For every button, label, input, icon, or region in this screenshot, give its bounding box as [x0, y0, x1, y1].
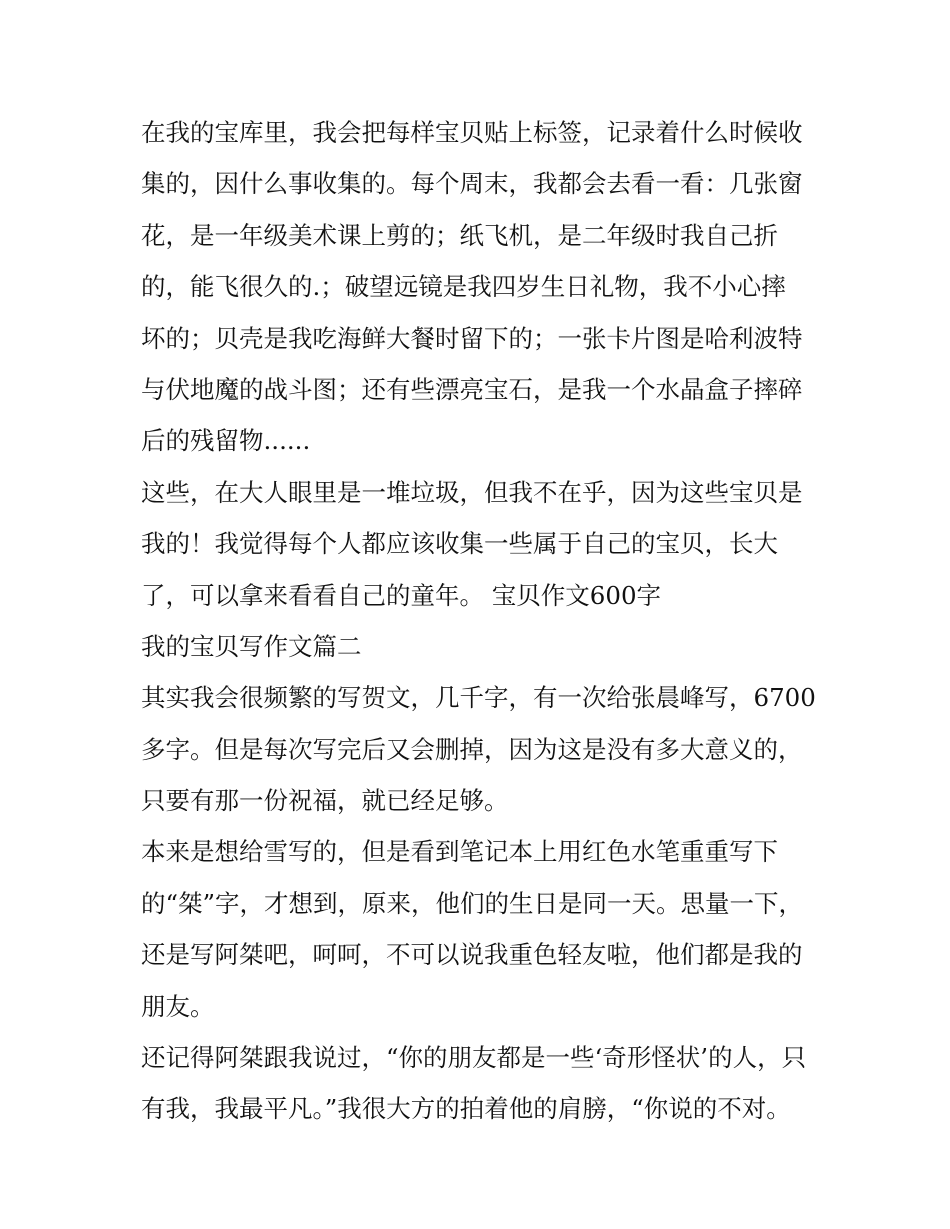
section-heading: 我的宝贝写作文篇二	[141, 631, 362, 661]
text-line: 只要有那一份祝福，就已经足够。	[141, 786, 509, 816]
text-line: 集的，因什么事收集的。每个周末，我都会去看一看：几张窗	[141, 169, 803, 199]
text-line: 朋友。	[141, 991, 215, 1021]
text-line: 花，是一年级美术课上剪的；纸飞机，是二年级时我自己折	[141, 220, 778, 250]
text-line: 的“桀”字，才想到，原来，他们的生日是同一天。思量一下，	[141, 888, 804, 918]
text-line: 了，可以拿来看看自己的童年。 宝贝作文600字	[141, 580, 662, 610]
text-line: 还是写阿桀吧，呵呵，不可以说我重色轻友啦，他们都是我的	[141, 940, 803, 970]
text-line: 与伏地魔的战斗图；还有些漂亮宝石，是我一个水晶盒子摔碎	[141, 374, 803, 404]
text-line: 其实我会很频繁的写贺文，几千字，有一次给张晨峰写，6700	[141, 683, 816, 713]
text-line: 在我的宝库里，我会把每样宝贝贴上标签，记录着什么时候收	[141, 118, 803, 147]
text-line: 后的残留物......	[141, 426, 311, 456]
text-line: 有我，我最平凡。”我很大方的拍着他的肩膀，“你说的不对。	[141, 1094, 791, 1124]
text-line: 我的！我觉得每个人都应该收集一些属于自己的宝贝，长大	[141, 529, 778, 559]
text-line: 多字。但是每次写完后又会删掉，因为这是没有多大意义的，	[141, 734, 803, 764]
document-body	[141, 107, 821, 1135]
text-line: 这些，在大人眼里是一堆垃圾，但我不在乎，因为这些宝贝是	[141, 477, 803, 507]
text-line: 本来是想给雪写的，但是看到笔记本上用红色水笔重重写下	[141, 837, 778, 867]
text-line: 坏的；贝壳是我吃海鲜大餐时留下的；一张卡片图是哈利波特	[141, 323, 803, 353]
text-line: 还记得阿桀跟我说过，“你的朋友都是一些‘奇形怪状’的人，只	[141, 1043, 807, 1073]
text-line: 的，能飞很久的.；破望远镜是我四岁生日礼物，我不小心摔	[141, 272, 786, 302]
